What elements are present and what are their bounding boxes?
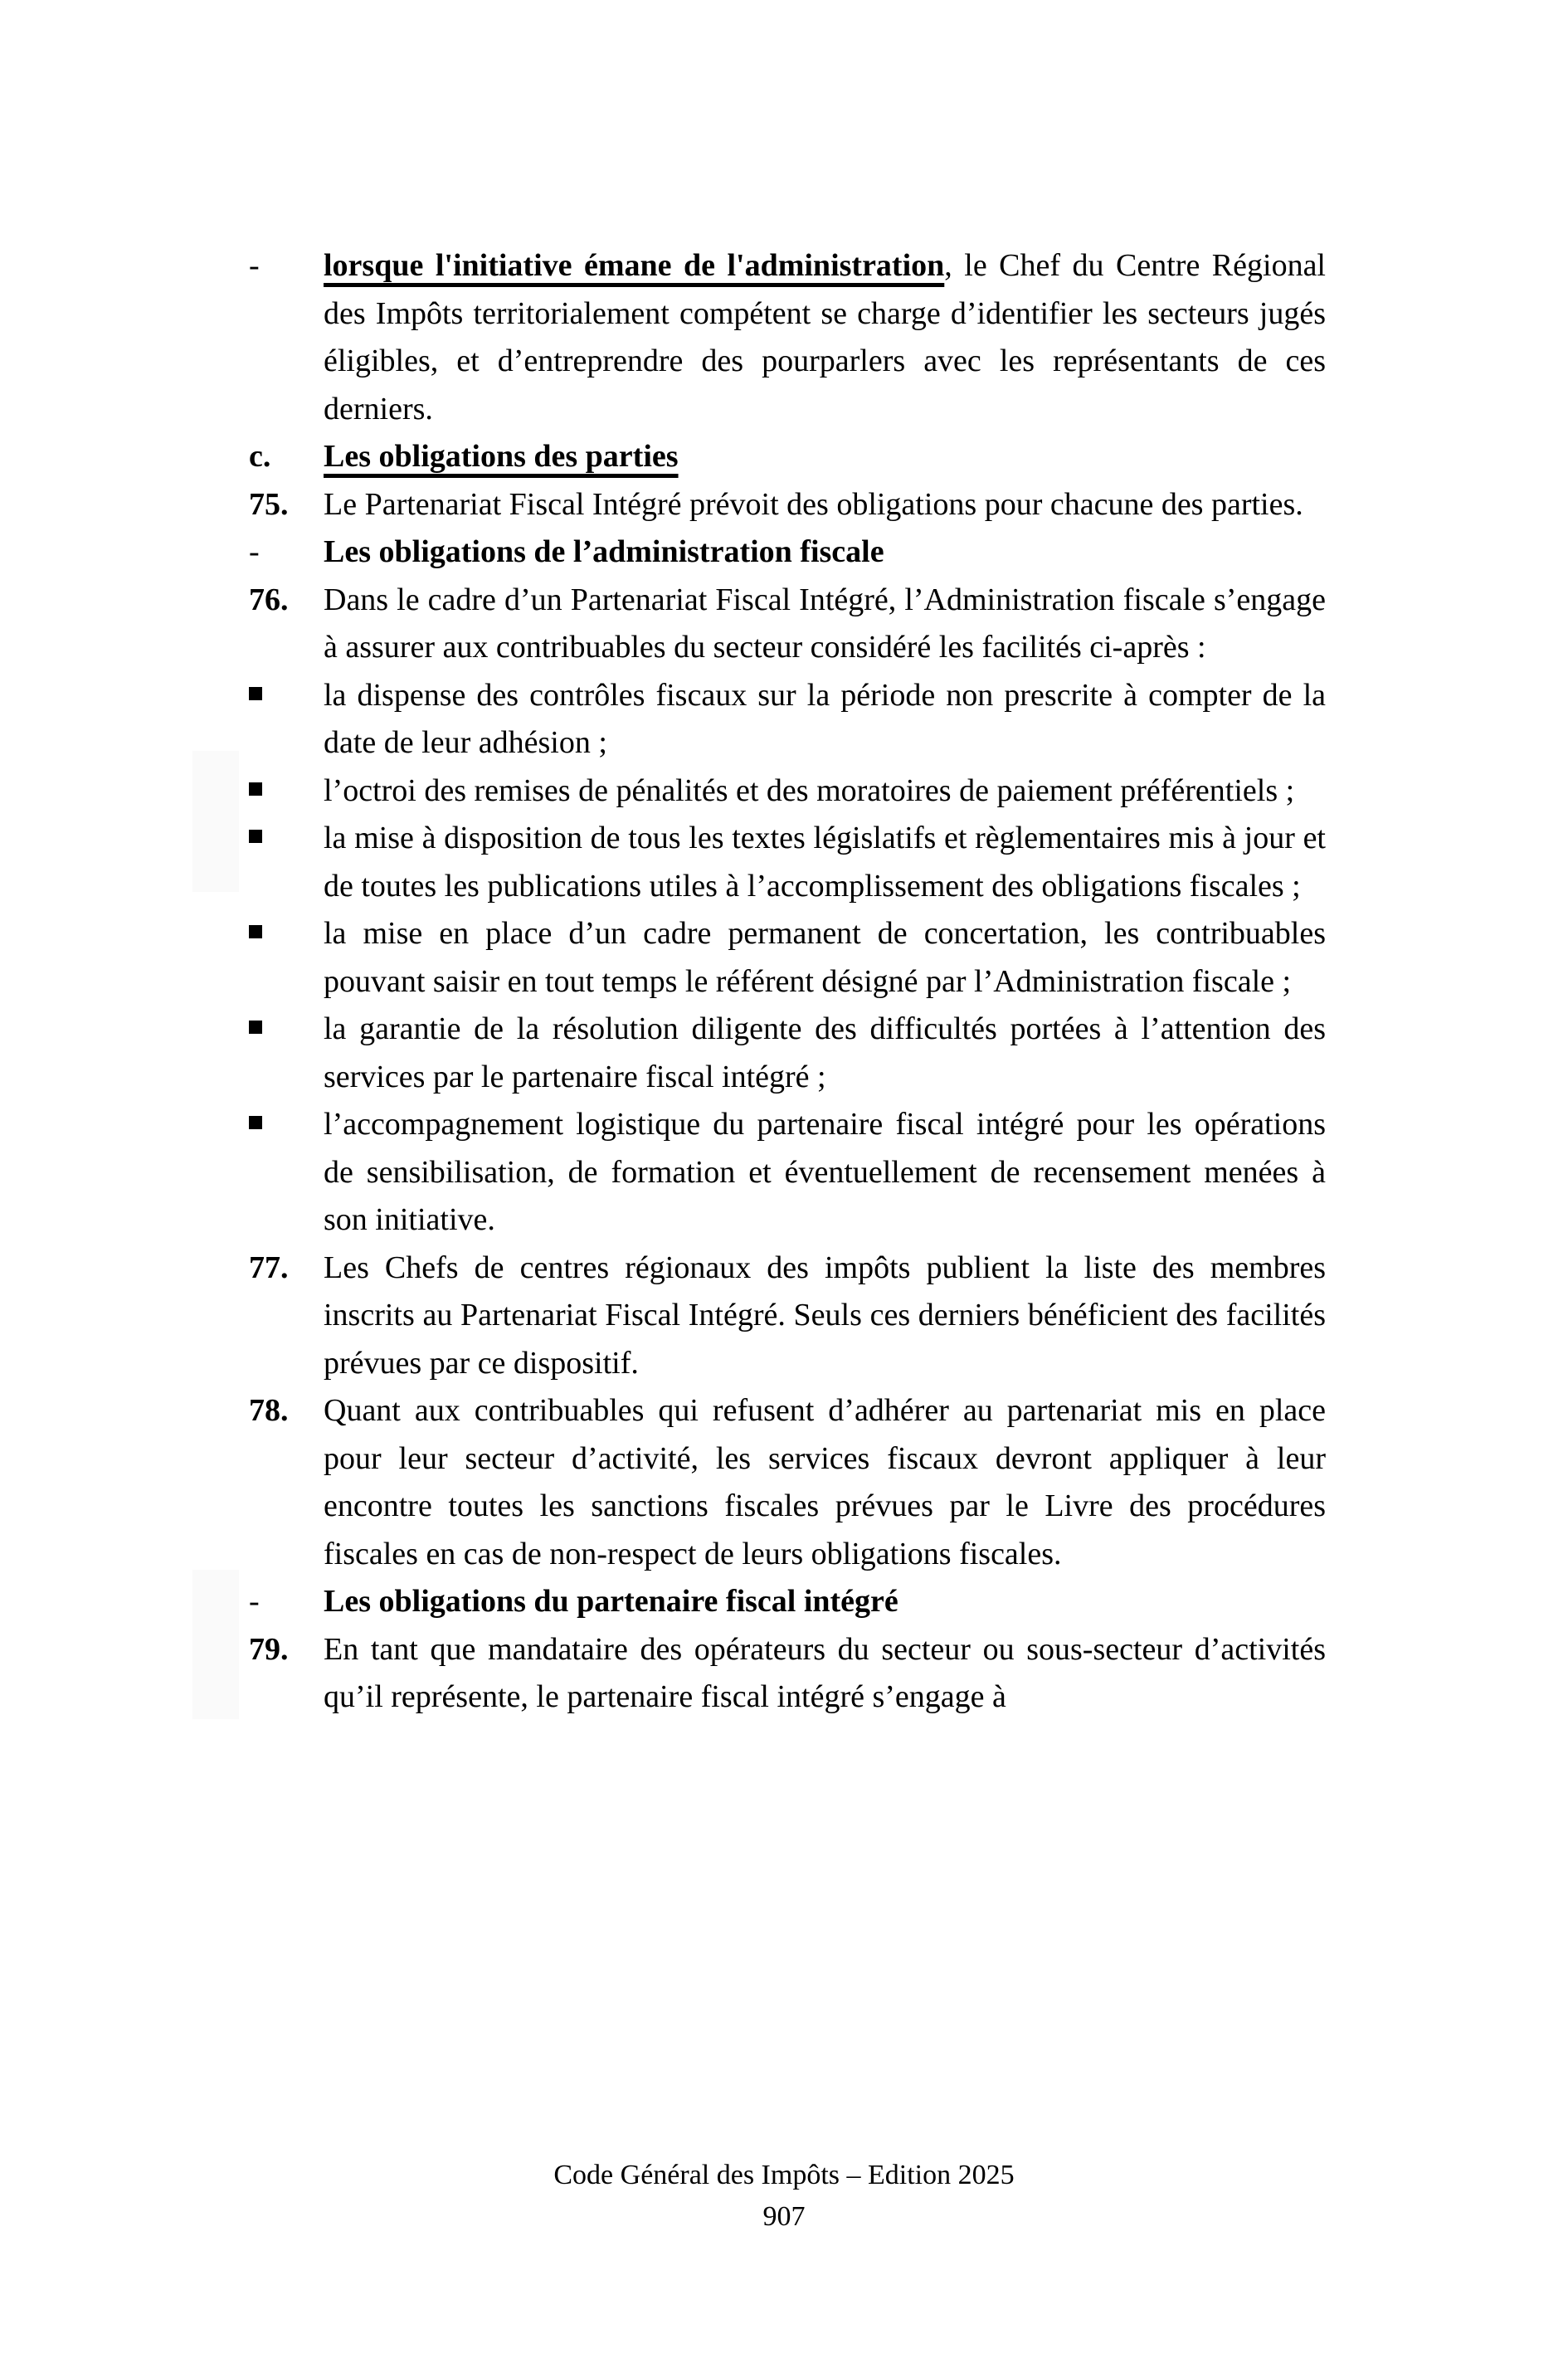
list-item [249,1101,1326,1245]
item-marker: 76. [249,582,289,617]
item-marker: - [249,248,260,283]
item-text: Dans le cadre d’un Partenariat Fiscal Intégré, l’Administration fiscale s’engage à assurer aux contribuables du secteur considéré les facilités ci-après : [324,582,1326,665]
item-text: l’accompagnement logistique du partenaire fiscal intégré pour les opérations de sensibilisation, de formation et éventuellement de recensement menées à son initiative. [324,1107,1326,1237]
item-text: la mise à disposition de tous les textes législatifs et règlementaires mis à jour et de toutes les publications utiles à l’accomplissement des obligations fiscales ; [324,821,1326,904]
item-text: Les obligations du partenaire fiscal intégré [324,1584,898,1619]
item-text: la mise en place d’un cadre permanent de concertation, les contribuables pouvant saisir en tout temps le référent désigné par l’Administration fiscale ; [324,916,1326,999]
list-item [249,481,1326,529]
item-marker: 78. [249,1393,289,1428]
item-text: Le Partenariat Fiscal Intégré prévoit des obligations pour chacune des parties. [324,486,1303,522]
footer-title: Code Général des Impôts – Edition 2025 [553,2160,1015,2190]
item-marker: 75. [249,486,289,522]
square-bullet-icon [249,830,262,843]
list-item [249,1245,1326,1388]
square-bullet-icon [249,1116,262,1129]
square-bullet-icon [249,782,262,796]
list-item [249,1578,1326,1626]
square-bullet-icon [249,925,262,938]
item-marker [249,815,324,910]
item-text: Les obligations de l’administration fiscale [324,534,884,569]
list-item [249,577,1326,672]
page-number: 907 [762,2201,806,2232]
item-text: l’octroi des remises de pénalités et des moratoires de paiement préférentiels ; [324,772,1295,808]
item-marker [249,672,324,767]
list-item [249,1387,1326,1578]
square-bullet-icon [249,687,262,700]
item-text: la garantie de la résolution diligente des difficultés portées à l’attention des services par le partenaire fiscal intégré ; [324,1011,1326,1094]
list-item [249,1626,1326,1722]
item-marker: - [249,1584,260,1619]
item-text: Les Chefs de centres régionaux des impôts publient la liste des membres inscrits au Partenariat Fiscal Intégré. Seuls ces derniers bénéficient des facilités prévues par ce dispositif. [324,1250,1326,1381]
item-text: lorsque l'initiative émane de l'administration, le Chef du Centre Régional des Impôts territorialement compétent se charge d’identifier les secteurs jugés éligibles, et d’entreprendre des pourparlers avec les représentants de ces derniers. [324,248,1326,426]
item-marker [249,767,324,816]
item-marker [249,910,324,1006]
list-item [249,242,1326,433]
item-text: la dispense des contrôles fiscaux sur la période non prescrite à compter de la date de leur adhésion ; [324,677,1326,760]
item-text: Quant aux contribuables qui refusent d’adhérer au partenariat mis en place pour leur secteur d’activité, les services fiscaux devront appliquer à leur encontre toutes les sanctions fiscales prévues par le Livre des procédures fiscales en cas de non-respect de leurs obligations fiscales. [324,1393,1326,1571]
list-item [249,815,1326,910]
item-marker: c. [249,439,271,474]
list-item [249,529,1326,577]
item-marker [249,1101,324,1245]
item-marker: - [249,534,260,569]
list-item [249,433,1326,481]
document-body [249,242,1326,1722]
item-marker: 79. [249,1631,289,1667]
list-item [249,910,1326,1006]
item-marker: 77. [249,1250,289,1285]
scan-artifact [192,751,239,892]
list-item [249,1006,1326,1101]
square-bullet-icon [249,1021,262,1034]
list-item [249,672,1326,767]
item-text: En tant que mandataire des opérateurs du secteur ou sous-secteur d’activités qu’il représente, le partenaire fiscal intégré s’engage à [324,1631,1326,1714]
item-text: Les obligations des parties [324,439,679,474]
list-item [249,767,1326,816]
item-marker [249,1006,324,1101]
scan-artifact [192,1570,239,1719]
page-footer [0,2155,1568,2238]
